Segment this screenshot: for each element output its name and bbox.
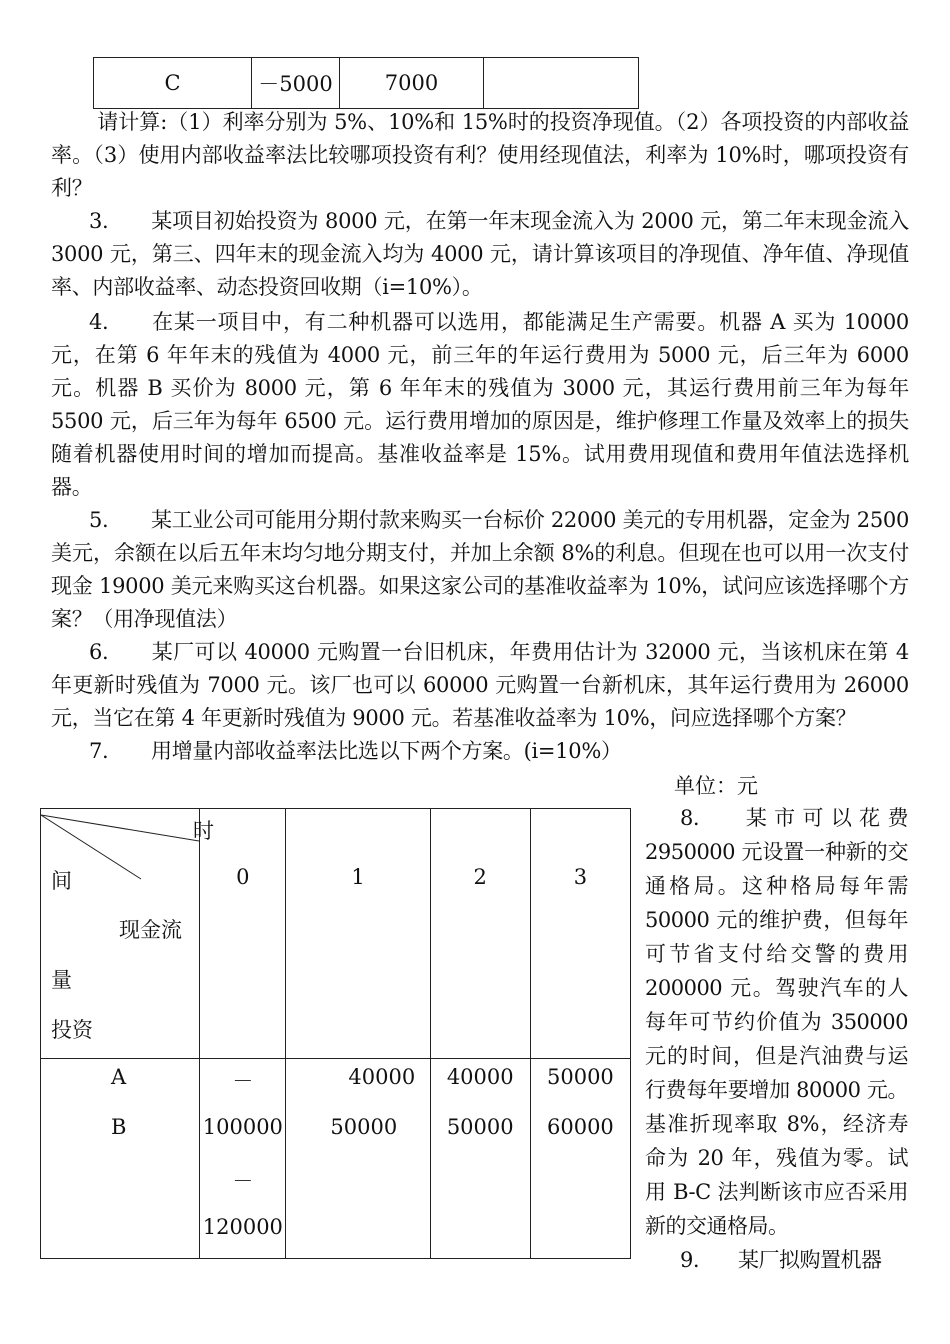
paragraph-text: 请计算:（1）利率分别为 5%、10%和 15%时的投资净现值。（2）各项投资的内部收益率。（3）使用内部收益率法比较哪项投资有利？使用经现值法，利率为 10%时，哪项投资有利？ [51,110,909,200]
question-8 [645,801,908,1277]
header-time-label: 时 [193,819,214,843]
question-4 [51,306,909,503]
header-cashflow-label-2: 量 [51,968,72,992]
question-number: 7. [89,739,109,763]
table-row [94,58,639,109]
period-header [200,809,286,1059]
question-text: 某项目初始投资为 8000 元，在第一年末现金流入为 2000 元，第二年末现金流入 3000 元，第三、四年末的现金流入均为 4000 元，请计算该项目的净现值、净年值、净现值率、内部收益率、动态投资回收期（i=10%）。 [51,209,909,299]
header-time-label-2: 间 [51,869,72,893]
question-text: 某厂可以 40000 元购置一台旧机床，年费用估计为 32000 元，当该机床在第 4 年更新时残值为 7000 元。该厂也可以 60000 元购置一台新机床，其年运行费用为 26000 元，当它在第 4 年更新时残值为 9000 元。若基准收益率为 10%，问应选择哪个方案？ [51,640,909,730]
cell-value: 100000 [202,1115,283,1139]
question-text: 某厂拟购置机器 [738,1248,882,1272]
question-2-instructions [51,106,909,205]
question-number: 3. [89,209,109,233]
table-cell: 7000 [340,58,484,109]
question-text: 在某一项目中，有二种机器可以选用，都能满足生产需要。机器 A 买为 10000 元，在第 6 年年末的残值为 4000 元，前三年的年运行费用为 5000 元，后三年为 6000 元。机器 B 买价为 8000 元，第 6 年年末的残值为 3000 元，其运行费用前三年为每年 5500 元，后三年为每年 6500 元。运行费用增加的原因是，维护修理工作量及效率上的损失随着机器使用时间的增加而提高。基准收益率是 15%。试用费用现值和费用年值法选择机器。 [51,310,909,499]
table-row [41,1059,631,1259]
question-6 [51,636,909,735]
header-investment-label: 投资 [51,1018,93,1042]
question-number: 4. [89,310,109,334]
period-label: 1 [351,865,365,889]
row-label-cell [41,1059,200,1259]
cell-value: 50000 [330,1115,398,1139]
table-cell: C [94,58,252,109]
investment-table-fragment [93,57,639,109]
table-cell: －5000 [252,58,340,109]
question-text: 某工业公司可能用分期付款来购买一台标价 22000 美元的专用机器，定金为 2500 美元，余额在以后五年末均匀地分期支付，并加上余额 8%的利息。但现在也可以用一次支付现金 19000 美元来购买这台机器。如果这家公司的基准收益率为 10%，试问应该选择哪个方案？（用净现值法） [51,508,909,631]
question-3 [51,205,909,304]
period-label: 2 [473,865,487,889]
question-text: 某市可以花费 2950000 元设置一种新的交通格局。这种格局每年需 50000 元的维护费，但每年可节省支付给交警的费用 200000 元。驾驶汽车的人每年可节约价值为 350000 元的时间，但是汽油费与运行费每年要增加 80000 元。基准折现率取 8%，经济寿命为 20 年，残值为零。试用 B-C 法判断该市应否采用新的交通格局。 [645,806,908,1238]
cell-value: 60000 [546,1115,614,1139]
table-cell [286,1059,430,1259]
table-cell [430,1059,530,1259]
question-number: 5. [89,508,109,532]
cell-value: 40000 [348,1065,416,1089]
header-cashflow-label: 现金流 [119,918,182,942]
period-label: 0 [236,865,250,889]
question-text: 用增量内部收益率法比选以下两个方案。(i=10%） [151,739,622,763]
period-header [530,809,630,1059]
period-header [286,809,430,1059]
table-header-row [41,809,631,1059]
cell-value: － [232,1069,254,1093]
question-number: 9. [680,1248,700,1272]
row-label-a: A [111,1065,127,1089]
unit-label: 单位：元 [674,774,758,798]
period-header [430,809,530,1059]
row-label-b: B [111,1115,127,1139]
diagonal-header-cell [41,809,214,1059]
table-cell [484,58,639,109]
cell-value: 50000 [446,1115,514,1139]
cell-value: － [232,1169,254,1193]
question-5 [51,504,909,636]
question-number: 6. [89,640,109,664]
period-label: 3 [573,865,588,889]
table-cell [200,1059,286,1259]
cell-value: 40000 [446,1065,514,1089]
cash-flow-table [40,808,631,1259]
table-cell [530,1059,630,1259]
cell-value: 50000 [546,1065,614,1089]
question-7 [51,735,909,768]
question-number: 8. [680,806,700,830]
cell-value: 120000 [202,1215,283,1239]
